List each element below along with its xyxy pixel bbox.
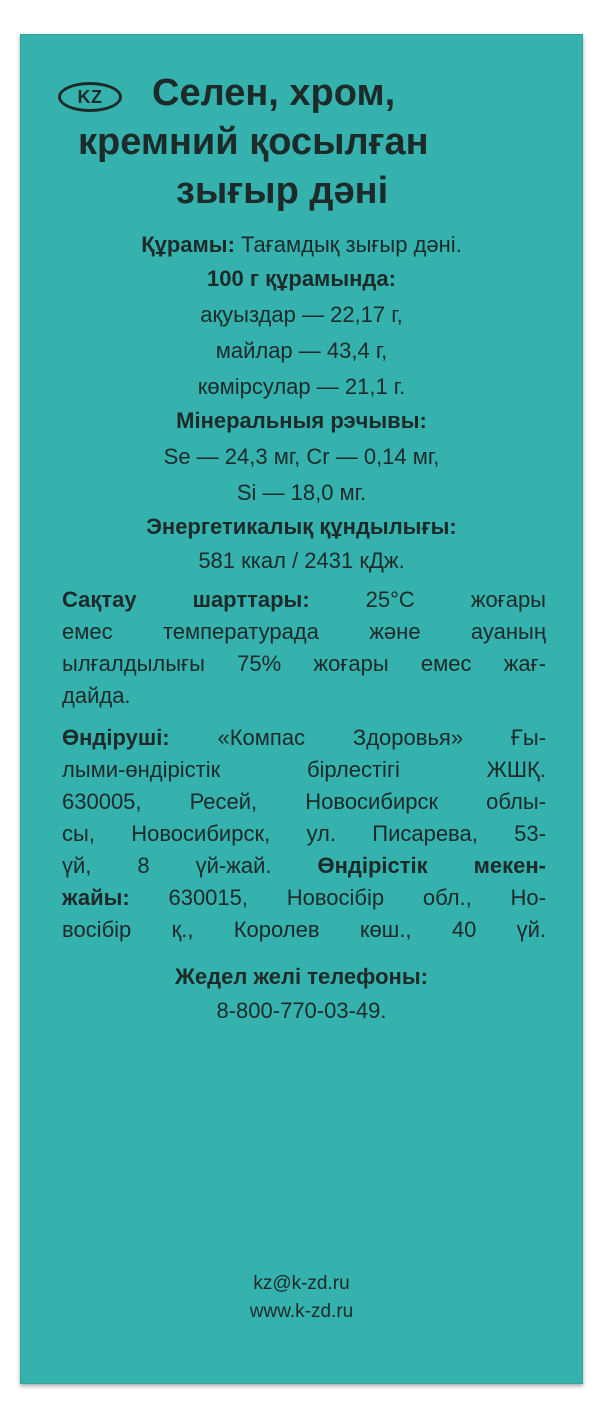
- product-title-line-3: зығыр дәні: [176, 170, 389, 212]
- producer-info: [62, 722, 546, 946]
- storage-word: емес: [62, 619, 113, 644]
- producer-word: мекен-: [473, 853, 546, 878]
- producer-word: лыми-өндірістік: [62, 757, 221, 782]
- producer-word: үй-жай.: [195, 853, 272, 878]
- storage-word: шарттары:: [192, 587, 310, 612]
- storage-word: және: [369, 619, 421, 644]
- storage-word: емес: [420, 651, 472, 676]
- producer-word: бірлестігі: [306, 757, 400, 782]
- producer-line: [62, 786, 546, 818]
- producer-word: үй.: [516, 917, 546, 942]
- producer-word: көш.,: [359, 917, 412, 942]
- producer-word: Здоровья»: [352, 725, 464, 750]
- producer-word: облы-: [486, 789, 546, 814]
- composition-line: [20, 230, 583, 260]
- storage-line: [62, 616, 546, 648]
- nutrient-protein: ақуыздар — 22,17 г,: [200, 302, 403, 327]
- producer-word: Новосибирск,: [131, 821, 271, 846]
- hotline-number: 8-800-770-03-49.: [216, 998, 387, 1023]
- producer-word: жайы:: [62, 885, 130, 910]
- energy-value: 581 ккал / 2431 кДж.: [198, 548, 405, 573]
- storage-word: дайда.: [62, 683, 131, 708]
- producer-line: [62, 850, 546, 882]
- storage-word: жоғары: [313, 651, 389, 676]
- per-100g-heading: 100 г құрамында:: [207, 266, 396, 291]
- storage-conditions: [62, 584, 546, 712]
- composition-label: Құрамы:: [141, 232, 235, 257]
- storage-word: температурада: [162, 619, 319, 644]
- nutrient-carbs: көмірсулар — 21,1 г.: [197, 374, 406, 399]
- producer-word: «Компас: [217, 725, 306, 750]
- producer-word: Ғы-: [510, 725, 546, 750]
- producer-word: Өндіруші:: [62, 725, 170, 750]
- contact-website[interactable]: www.k-zd.ru: [249, 1301, 354, 1322]
- storage-line: [62, 648, 546, 680]
- producer-line: [62, 818, 546, 850]
- storage-word: 75%: [237, 651, 282, 676]
- composition-text: Тағамдық зығыр дәні.: [241, 232, 462, 257]
- producer-word: 630005,: [62, 789, 142, 814]
- storage-word: жоғары: [470, 587, 546, 612]
- product-title-line-2: кремний қосылған: [78, 121, 429, 163]
- minerals-heading: Мінеральныя рэчывы:: [176, 408, 427, 433]
- producer-word: Королев: [233, 917, 320, 942]
- producer-word: ул.: [306, 821, 336, 846]
- storage-word: ылғалдылығы: [62, 651, 205, 676]
- producer-word: Новосібір: [286, 885, 385, 910]
- producer-line: [62, 914, 546, 946]
- producer-word: сы,: [62, 821, 95, 846]
- producer-word: 40: [451, 917, 477, 942]
- producer-line: [62, 722, 546, 754]
- product-title-line-1: Селен, хром,: [152, 72, 396, 114]
- label-panel: [20, 34, 583, 1384]
- kz-country-badge: KZ: [58, 82, 122, 112]
- nutrient-fat: майлар — 43,4 г,: [215, 338, 388, 363]
- producer-word: Өндірістік: [317, 853, 428, 878]
- storage-word: жағ-: [503, 651, 546, 676]
- producer-word: үй,: [62, 853, 92, 878]
- producer-line: [62, 882, 546, 914]
- producer-word: обл.,: [422, 885, 472, 910]
- storage-word: 25°С: [365, 587, 415, 612]
- producer-line: [62, 754, 546, 786]
- hotline-heading: Жедел желі телефоны:: [175, 964, 428, 989]
- producer-word: 630015,: [168, 885, 248, 910]
- minerals-line-2: Si — 18,0 мг.: [236, 480, 367, 505]
- producer-word: восібір: [62, 917, 132, 942]
- producer-word: 53-: [514, 821, 546, 846]
- producer-word: Новосибирск: [305, 789, 439, 814]
- producer-word: Но-: [510, 885, 546, 910]
- storage-word: ауаның: [470, 619, 546, 644]
- minerals-line-1: Se — 24,3 мг, Cr — 0,14 мг,: [163, 444, 440, 469]
- producer-word: ЖШҚ.: [486, 757, 546, 782]
- producer-word: Писарева,: [372, 821, 478, 846]
- contact-email[interactable]: kz@k-zd.ru: [253, 1273, 350, 1294]
- storage-line: [62, 584, 546, 616]
- producer-word: қ.,: [171, 917, 194, 942]
- producer-word: Ресей,: [189, 789, 258, 814]
- storage-word: Сақтау: [62, 587, 137, 612]
- energy-heading: Энергетикалық құндылығы:: [146, 514, 457, 539]
- producer-word: 8: [137, 853, 150, 878]
- storage-line: [62, 680, 546, 712]
